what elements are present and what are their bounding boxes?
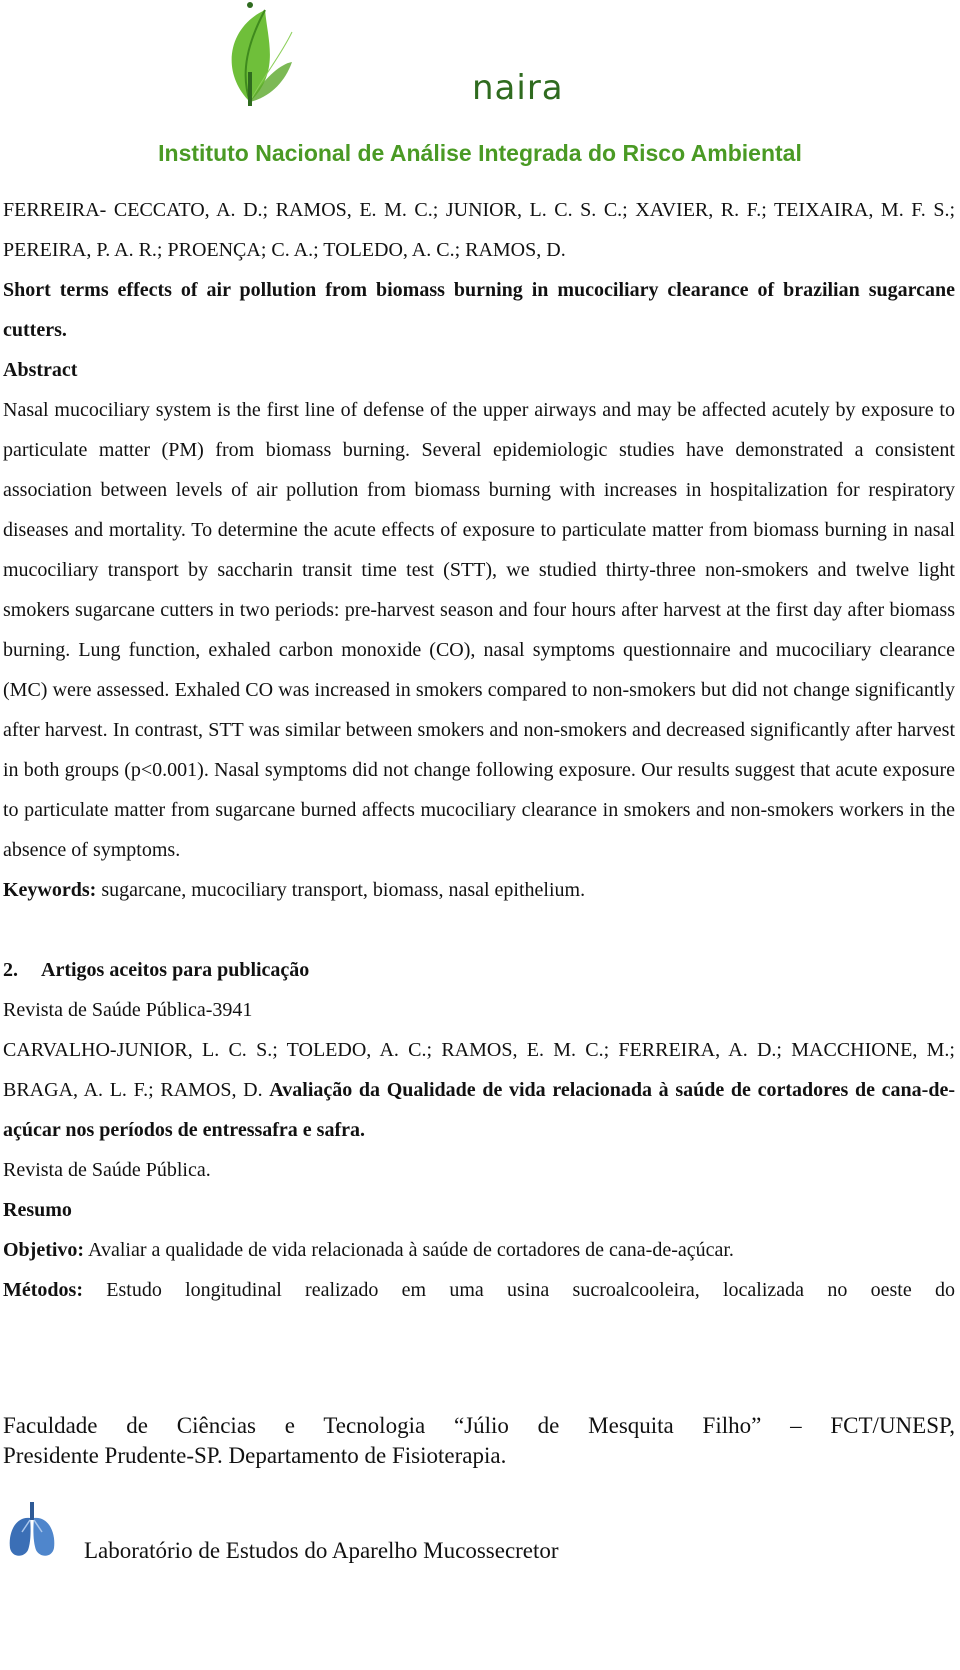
logo-wordmark: naira bbox=[472, 68, 564, 108]
objetivo-label: Objetivo: bbox=[3, 1239, 85, 1261]
section-2-heading bbox=[3, 950, 955, 990]
journal-id: Revista de Saúde Pública-3941 bbox=[3, 999, 253, 1021]
metodos-text: Estudo longitudinal realizado em uma usina sucroalcooleira, localizada no oeste do bbox=[82, 1279, 955, 1301]
footer-institution-line2: Presidente Prudente-SP. Departamento de Fisioterapia. bbox=[3, 1443, 507, 1468]
metodos-line bbox=[3, 1270, 955, 1310]
objetivo-line bbox=[3, 1230, 955, 1270]
abstract-text: Nasal mucociliary system is the first line of defense of the upper airways and may be affected acutely by exposure to particulate matter (PM) from biomass burning. Several epidemiologic studies have demonstrated a consistent association between levels of air pollution from biomass burning with increases in hospitalization for respiratory diseases and mortality. To determine the acute effects of exposure to particulate matter from biomass burning in nasal mucociliary transport by saccharin transit time test (STT), we studied thirty-three non-smokers and twelve light smokers sugarcane cutters in two periods: pre-harvest season and four hours after harvest at the first day after biomass burning. Lung function, exhaled carbon monoxide (CO), nasal symptoms questionnaire and mucociliary clearance (MC) were assessed. Exhaled CO was increased in smokers compared to non-smokers but did not change significantly after harvest. In contrast, STT was similar between smokers and non-smokers and decreased significantly after harvest in both groups (p<0.001). Nasal symptoms did not change following exposure. Our results suggest that acute exposure to particulate matter from sugarcane burned affects mucociliary clearance in smokers and non-smokers workers in the absence of symptoms. bbox=[3, 399, 955, 861]
article2-authors: CARVALHO-JUNIOR, L. C. S.; TOLEDO, A. C.; RAMOS, E. M. C.; FERREIRA, A. D.; MACCHIONE, M.; BRAGA, A. L. F.; RAMOS, D. bbox=[3, 1039, 955, 1101]
keywords-text: sugarcane, mucociliary transport, biomass, nasal epithelium. bbox=[96, 879, 586, 901]
footer-institution bbox=[3, 1411, 955, 1471]
article2-journal: Revista de Saúde Pública. bbox=[3, 1159, 211, 1181]
article1-authors: FERREIRA- CECCATO, A. D.; RAMOS, E. M. C.; JUNIOR, L. C. S. C.; XAVIER, R. F.; TEIXAIRA, M. F. S.; PEREIRA, P. A. R.; PROENÇA; C. A.; TOLEDO, A. C.; RAMOS, D. bbox=[3, 199, 955, 261]
leaf-logo-icon bbox=[210, 2, 370, 114]
document-body bbox=[3, 190, 955, 1310]
section-title: Artigos aceitos para publicação bbox=[41, 959, 310, 981]
institute-title: Instituto Nacional de Análise Integrada do Risco Ambiental bbox=[158, 140, 802, 166]
objetivo-text: Avaliar a qualidade de vida relacionada à saúde de cortadores de cana-de-açúcar. bbox=[84, 1239, 734, 1261]
keywords-line bbox=[3, 870, 955, 910]
naira-logo bbox=[210, 2, 564, 114]
resumo-heading: Resumo bbox=[3, 1199, 72, 1221]
keywords-label: Keywords: bbox=[3, 879, 97, 901]
article2-title: Avaliação da Qualidade de vida relacionada à saúde de cortadores de cana-de-açúcar nos períodos de entressafra e safra. bbox=[3, 1079, 955, 1141]
section-number: 2. bbox=[3, 959, 18, 981]
article2-citation bbox=[3, 1030, 955, 1150]
abstract-heading: Abstract bbox=[3, 359, 78, 381]
metodos-label: Métodos: bbox=[3, 1279, 83, 1301]
lab-name: Laboratório de Estudos do Aparelho Mucossecretor bbox=[84, 1538, 559, 1563]
lungs-icon bbox=[6, 1498, 58, 1560]
footer-institution-line1: Faculdade de Ciências e Tecnologia “Júlio de Mesquita Filho” – FCT/UNESP, bbox=[3, 1413, 955, 1438]
article1-title: Short terms effects of air pollution from biomass burning in mucociliary clearance of brazilian sugarcane cutters. bbox=[3, 279, 955, 341]
